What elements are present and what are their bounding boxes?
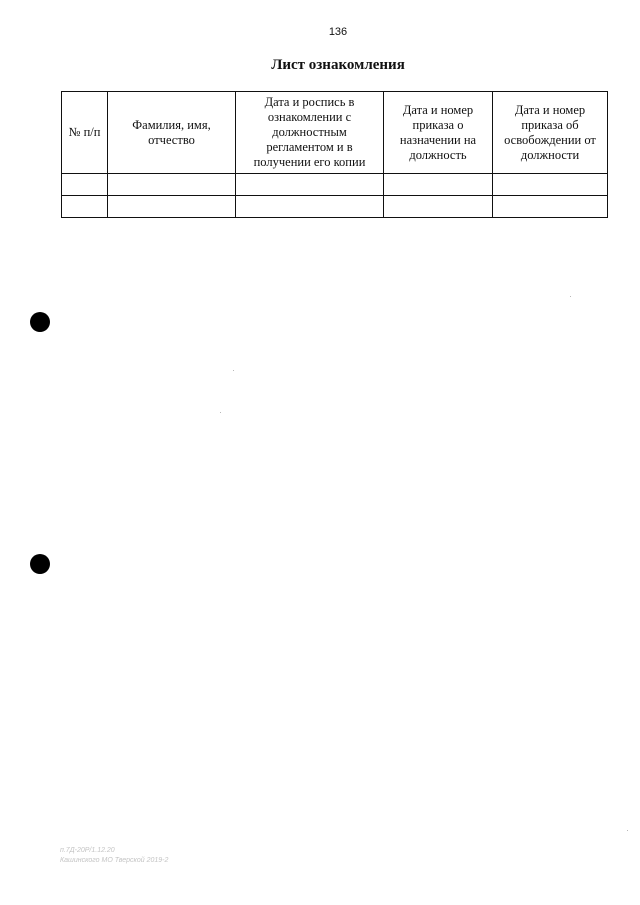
table-cell <box>62 174 108 196</box>
scan-speck <box>570 296 571 297</box>
page-number: 136 <box>328 26 348 38</box>
table-row <box>62 196 608 218</box>
footer-line-1: п.7Д-20Р/1.12.20 <box>60 847 115 854</box>
table-cell <box>62 196 108 218</box>
table-cell <box>384 174 493 196</box>
table-cell <box>493 196 608 218</box>
scan-speck <box>627 830 628 831</box>
punch-hole-upper <box>30 312 50 332</box>
punch-hole-lower <box>30 554 50 574</box>
header-dismissal-order: Дата и номер приказа об освобождении от должности <box>493 92 608 174</box>
table-cell <box>108 174 236 196</box>
table-cell <box>108 196 236 218</box>
table-header-row <box>62 92 608 174</box>
header-row-number: № п/п <box>62 92 108 174</box>
header-full-name: Фамилия, имя, отчество <box>108 92 236 174</box>
footer-line-2: Кашинского МО Тверской 2019-2 <box>60 857 169 864</box>
table-cell <box>236 174 384 196</box>
table-cell <box>236 196 384 218</box>
header-appointment-order: Дата и номер приказа о назначении на должность <box>384 92 493 174</box>
document-title: Лист ознакомления <box>271 57 405 73</box>
table-cell <box>384 196 493 218</box>
table-cell <box>493 174 608 196</box>
table-row <box>62 174 608 196</box>
scan-speck <box>233 370 234 371</box>
acknowledgement-table <box>61 91 608 218</box>
header-acknowledgement-date-signature: Дата и роспись в ознакомлении с должностным регламентом и в получении его копии <box>236 92 384 174</box>
scan-speck <box>220 412 221 413</box>
scan-footer <box>60 846 168 866</box>
